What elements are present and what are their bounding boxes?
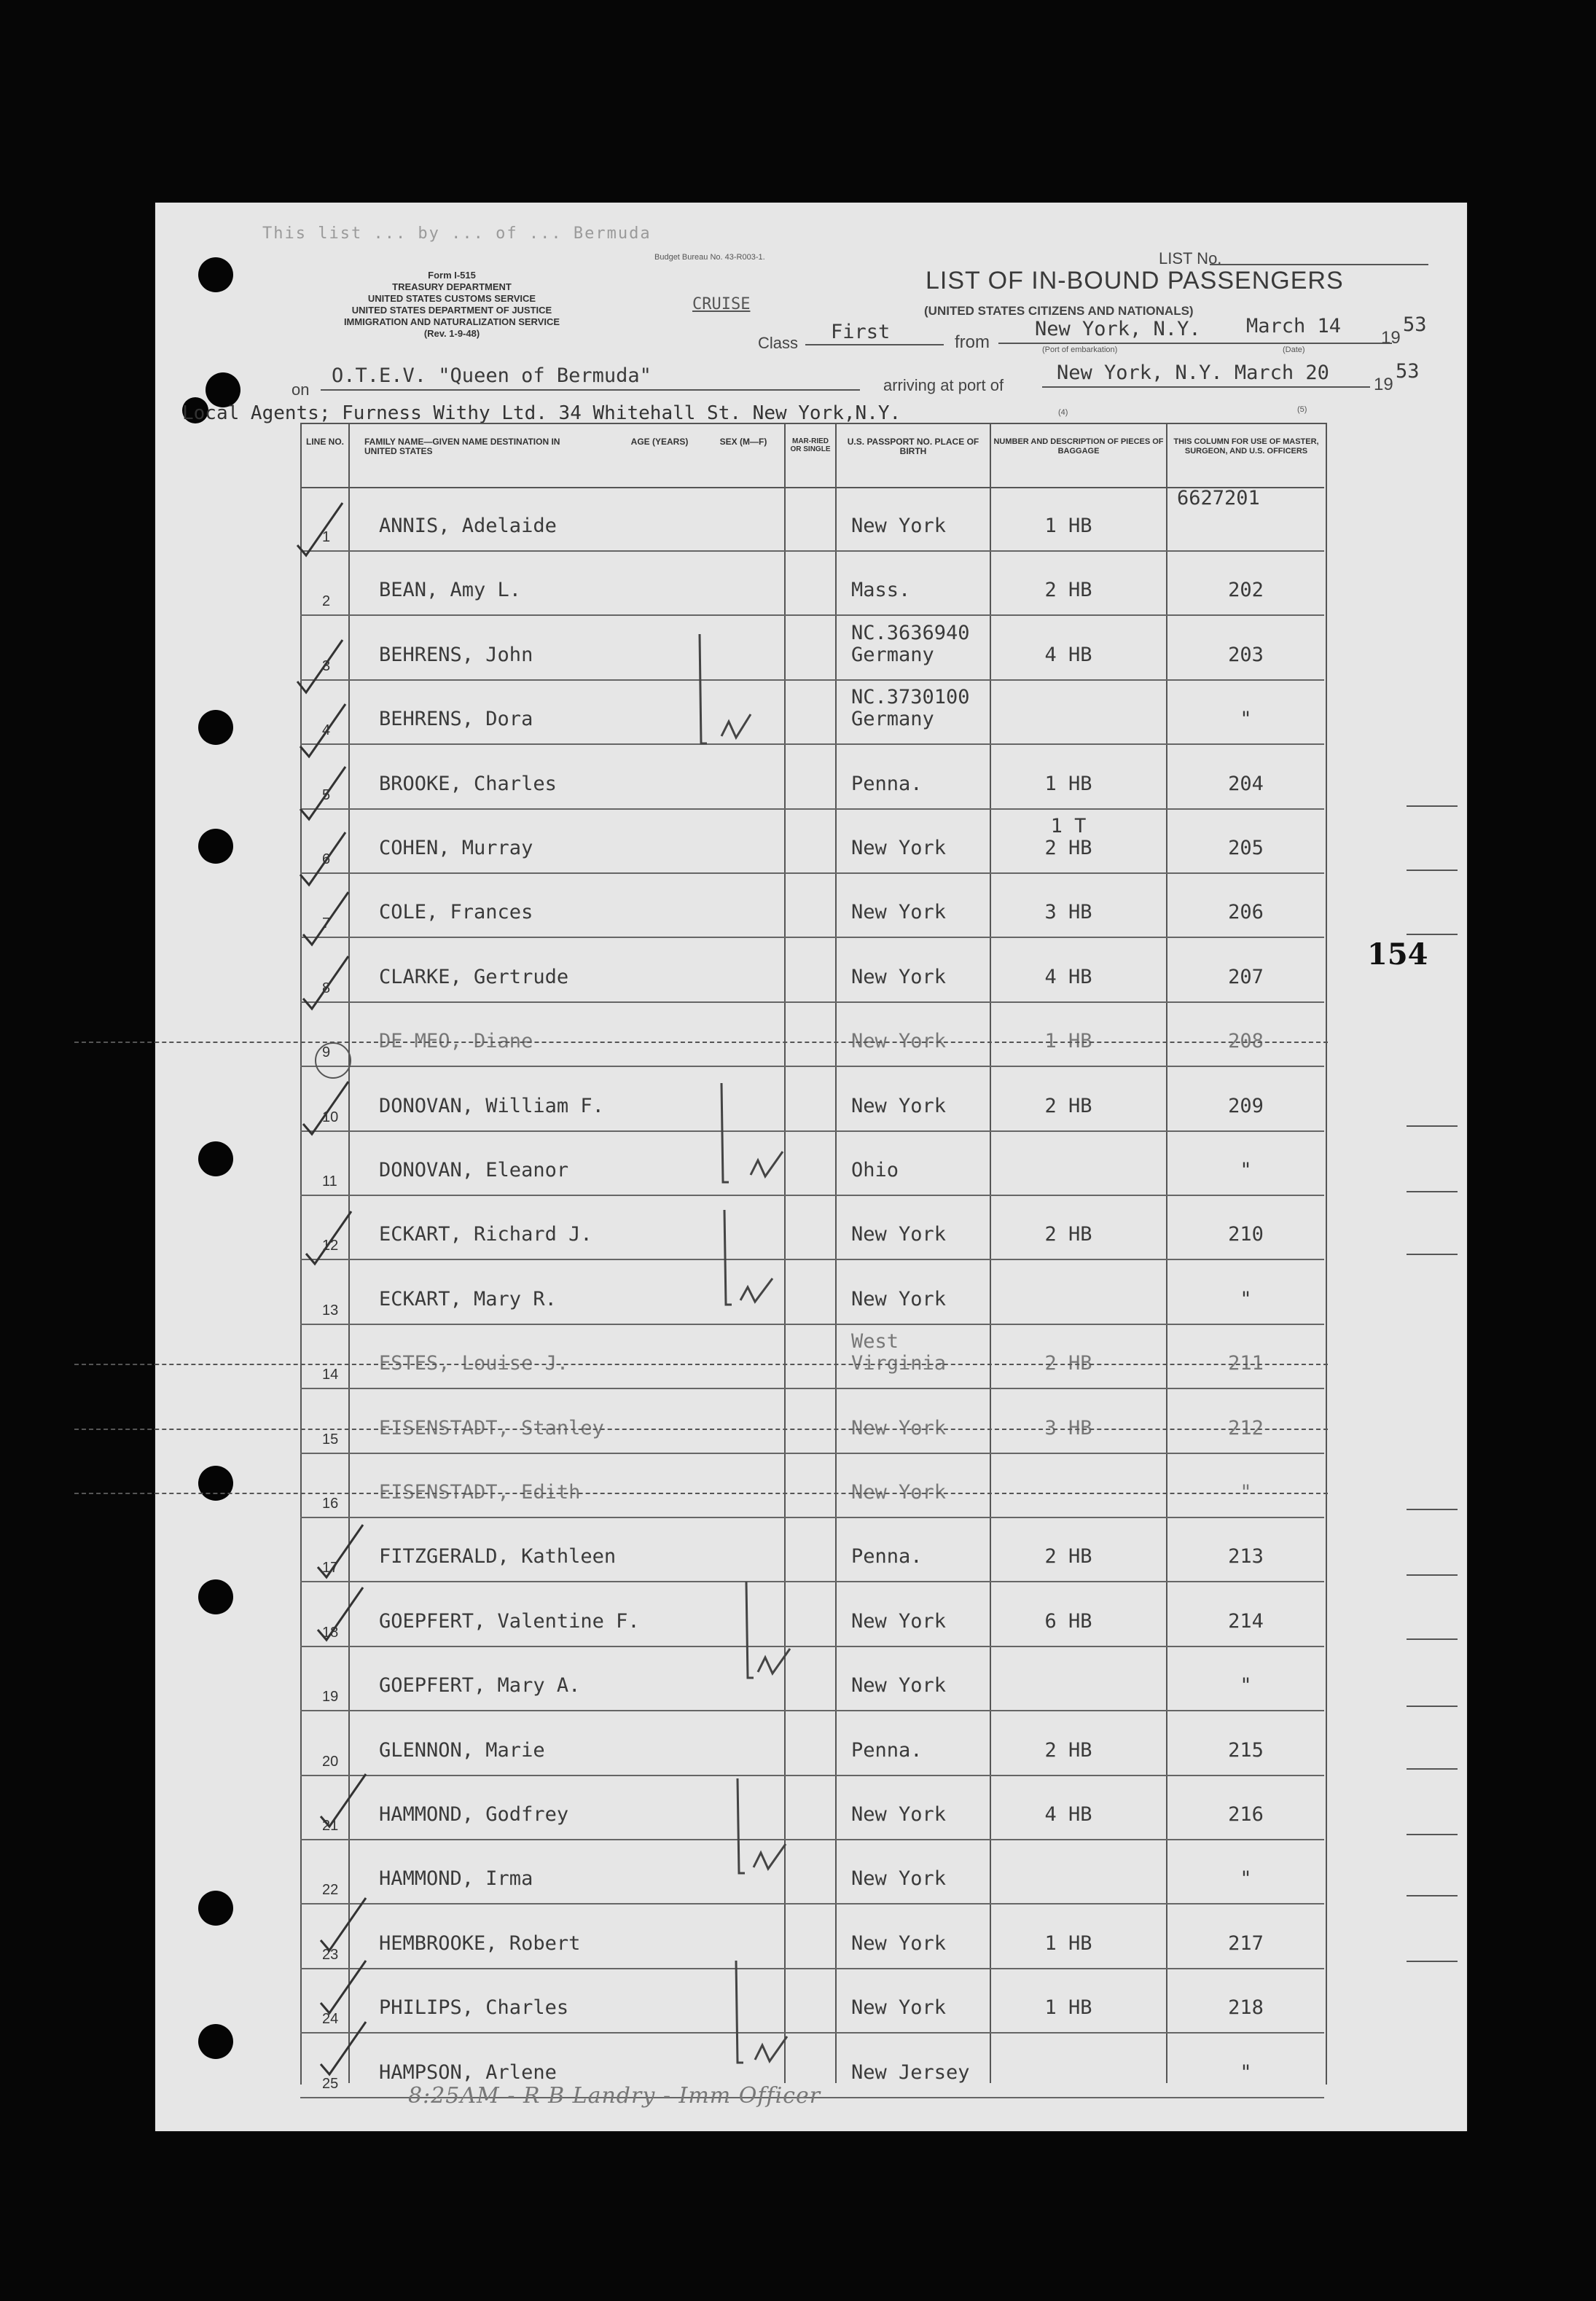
- baggage-count: 1 HB: [1044, 1996, 1092, 2020]
- cruise-stamp: CRUISE: [692, 295, 751, 313]
- table-row: [300, 1711, 1324, 1776]
- passenger-name: GOEPFERT, Valentine F.: [379, 1609, 640, 1633]
- form-id-line: (Rev. 1-9-48): [423, 328, 480, 339]
- officer-number: 212: [1228, 1416, 1264, 1439]
- passenger-name: ESTES, Louise J.: [379, 1352, 569, 1375]
- line-number: 16: [322, 1496, 339, 1512]
- passenger-name: HEMBROOKE, Robert: [379, 1931, 581, 1955]
- table-row: [300, 616, 1324, 681]
- baggage-count: 2 HB: [1044, 1738, 1092, 1762]
- page-subtitle: (UNITED STATES CITIZENS AND NATIONALS): [924, 304, 1194, 318]
- officer-number: 207: [1228, 965, 1264, 988]
- place-of-birth: New York: [851, 901, 947, 924]
- line-number: 10: [322, 1109, 339, 1125]
- place-of-birth: New York: [851, 1803, 947, 1826]
- arrive-year: 53: [1396, 360, 1420, 383]
- officer-note: 8:25AM - R B Landry - Imm Officer: [408, 2083, 821, 2109]
- passenger-name: ECKART, Richard J.: [379, 1223, 592, 1246]
- passenger-name: COHEN, Murray: [379, 837, 533, 859]
- margin-dash: [1407, 1961, 1458, 1962]
- baggage-count: 1 HB: [1044, 772, 1092, 795]
- form-id-line: TREASURY DEPARTMENT: [392, 281, 512, 292]
- place-of-birth: New York: [851, 1481, 947, 1504]
- officer-number: 215: [1228, 1738, 1264, 1762]
- from-label: from: [955, 332, 990, 352]
- table-row: [300, 1389, 1324, 1454]
- line-number: 25: [322, 2075, 339, 2092]
- officer-number: 209: [1228, 1094, 1264, 1117]
- line-number: 13: [322, 1302, 339, 1319]
- arrive-value: New York, N.Y. March 20: [1057, 362, 1329, 384]
- passenger-name: HAMMOND, Godfrey: [379, 1803, 569, 1826]
- place-of-birth: New York: [851, 1996, 947, 2020]
- baggage-count: 3 HB: [1044, 1416, 1092, 1439]
- line-9-circle: [315, 1042, 351, 1079]
- officer-number: ": [1240, 1287, 1252, 1310]
- place-of-birth: Ohio: [851, 1159, 899, 1181]
- passenger-name: ECKART, Mary R.: [379, 1287, 557, 1310]
- table-row: [300, 1453, 1324, 1518]
- officer-number: 206: [1228, 901, 1264, 924]
- baggage-count: 2 HB: [1044, 1545, 1092, 1568]
- form-id-line: UNITED STATES DEPARTMENT OF JUSTICE: [351, 305, 552, 316]
- budget-note: Budget Bureau No. 43-R003-1.: [654, 253, 765, 262]
- margin-dash: [1407, 1895, 1458, 1896]
- line-number: 18: [322, 1624, 339, 1641]
- place-of-birth: Penna.: [851, 1545, 923, 1568]
- line-number: 3: [322, 657, 331, 674]
- col-header-line: LINE NO.: [305, 437, 344, 447]
- baggage-count: 1 HB: [1044, 1931, 1092, 1955]
- officer-number: 211: [1228, 1352, 1264, 1375]
- local-agents: Local Agents; Furness Withy Ltd. 34 Whitehall St. New York,N.Y.: [182, 402, 901, 424]
- port-note: (Port of embarkation): [1042, 345, 1118, 354]
- officer-number: 218: [1228, 1996, 1264, 2020]
- form-identifiers: [288, 270, 616, 340]
- baggage-count: 2 HB: [1044, 1223, 1092, 1246]
- passenger-name: PHILIPS, Charles: [379, 1996, 569, 2020]
- baggage-count: 2 HB: [1044, 1352, 1092, 1375]
- baggage-count: 2 HB: [1044, 579, 1092, 602]
- margin-dash: [1407, 1254, 1458, 1255]
- page-number: 154: [1367, 937, 1428, 972]
- punch-hole: [198, 2024, 233, 2059]
- table-row: [300, 1195, 1324, 1260]
- officer-number: ": [1240, 1867, 1252, 1891]
- passenger-name: EISENSTADT, Edith: [379, 1481, 581, 1504]
- margin-dash: [1407, 1574, 1458, 1576]
- class-underline: [805, 344, 944, 345]
- table-row: [300, 1067, 1324, 1132]
- passenger-name: BEHRENS, John: [379, 643, 533, 666]
- baggage-count: 3 HB: [1044, 901, 1092, 924]
- place-of-birth: New York: [851, 1931, 947, 1955]
- arrive-underline: [1042, 386, 1370, 388]
- place-of-birth: New York: [851, 1094, 947, 1117]
- baggage-count: 1 T 2 HB: [1044, 815, 1092, 859]
- punch-hole: [198, 1579, 233, 1614]
- class-value: First: [831, 321, 891, 343]
- margin-dash: [1407, 934, 1458, 935]
- line-number: 24: [322, 2011, 339, 2028]
- margin-dash: [1407, 870, 1458, 871]
- passenger-name: ANNIS, Adelaide: [379, 515, 557, 537]
- passenger-name: DONOVAN, Eleanor: [379, 1159, 569, 1181]
- class-label: Class: [758, 334, 799, 352]
- date-note: (Date): [1283, 345, 1305, 354]
- table-row: [300, 1582, 1324, 1647]
- place-of-birth: Penna.: [851, 1738, 923, 1762]
- table-row: [300, 1840, 1324, 1905]
- place-of-birth: New York: [851, 1030, 947, 1053]
- place-of-birth: New York: [851, 1867, 947, 1891]
- place-of-birth: New York: [851, 1609, 947, 1633]
- margin-dash: [1407, 1125, 1458, 1127]
- officer-number: ": [1240, 2060, 1252, 2084]
- passenger-name: HAMMOND, Irma: [379, 1867, 533, 1891]
- table-row: [300, 873, 1324, 938]
- table-row: [300, 745, 1324, 810]
- line-number: 11: [322, 1173, 337, 1189]
- strike-through: [74, 1429, 1328, 1430]
- officer-number: 203: [1228, 643, 1264, 666]
- officer-number: ": [1240, 708, 1252, 731]
- line-number: 1: [322, 529, 331, 545]
- vessel-underline: [321, 389, 860, 391]
- baggage-count: 4 HB: [1044, 965, 1092, 988]
- note-5: (5): [1297, 405, 1307, 414]
- table-row: [300, 1517, 1324, 1582]
- col-header-married: MAR-RIED OR SINGLE: [790, 437, 831, 453]
- table-row: [300, 1905, 1324, 1969]
- place-of-birth: New York: [851, 965, 947, 988]
- place-of-birth: New York: [851, 1416, 947, 1439]
- place-of-birth: NC.3730100 Germany: [851, 686, 970, 731]
- margin-dash: [1407, 1509, 1458, 1510]
- margin-dash: [1407, 1834, 1458, 1835]
- margin-dash: [1407, 805, 1458, 807]
- from-value: New York, N.Y.: [1035, 318, 1201, 340]
- officer-number: 213: [1228, 1545, 1264, 1568]
- margin-dash: [1407, 1638, 1458, 1640]
- vessel-name: O.T.E.V. "Queen of Bermuda": [332, 364, 652, 387]
- depart-year-prefix: 19: [1381, 328, 1401, 348]
- place-of-birth: New Jersey: [851, 2060, 970, 2084]
- punch-hole: [198, 257, 233, 292]
- officer-number: ": [1240, 1481, 1252, 1504]
- punch-hole: [198, 710, 233, 745]
- table-row: [300, 1775, 1324, 1840]
- baggage-count: 1 HB: [1044, 1030, 1092, 1053]
- place-of-birth: Penna.: [851, 772, 923, 795]
- list-no-label: LIST No.: [1159, 249, 1222, 267]
- table-row: [300, 1131, 1324, 1196]
- line-number: 7: [322, 915, 331, 932]
- passenger-name: BROOKE, Charles: [379, 772, 557, 795]
- col-header-baggage: NUMBER AND DESCRIPTION OF PIECES OF BAGGAGE: [993, 437, 1164, 456]
- line-number: 17: [322, 1560, 339, 1577]
- place-of-birth: Mass.: [851, 579, 911, 602]
- from-underline: [998, 343, 1392, 344]
- table-row: [300, 1260, 1324, 1325]
- passenger-name: GLENNON, Marie: [379, 1738, 545, 1762]
- table-row: [300, 1324, 1324, 1389]
- punch-hole: [198, 1466, 233, 1501]
- punch-hole: [198, 829, 233, 864]
- page-title: LIST OF IN-BOUND PASSENGERS: [926, 267, 1344, 294]
- passenger-name: DONOVAN, William F.: [379, 1094, 604, 1117]
- depart-year: 53: [1403, 313, 1427, 336]
- officer-reference: 6627201: [1177, 487, 1260, 509]
- line-number: 19: [322, 1689, 339, 1706]
- line-number: 2: [322, 593, 331, 610]
- arrive-year-prefix: 19: [1374, 375, 1393, 394]
- officer-number: 210: [1228, 1223, 1264, 1246]
- margin-dash: [1407, 1706, 1458, 1707]
- col-header-sex: SEX (M—F): [719, 437, 767, 447]
- place-of-birth: New York: [851, 1223, 947, 1246]
- line-number: 23: [322, 1946, 339, 1963]
- col-header-officers: THIS COLUMN FOR USE OF MASTER, SURGEON, AND U.S. OFFICERS: [1173, 437, 1319, 456]
- passenger-name: FITZGERALD, Kathleen: [379, 1545, 617, 1568]
- officer-number: 216: [1228, 1803, 1264, 1826]
- passenger-name: BEAN, Amy L.: [379, 579, 522, 602]
- officer-number: 202: [1228, 579, 1264, 602]
- form-id-line: IMMIGRATION AND NATURALIZATION SERVICE: [343, 316, 560, 327]
- col-header-passport: U.S. PASSPORT NO. PLACE OF BIRTH: [847, 437, 979, 456]
- margin-dash: [1407, 1768, 1458, 1770]
- on-label: on: [292, 380, 310, 399]
- table-row: [300, 551, 1324, 616]
- baggage-count: 4 HB: [1044, 643, 1092, 666]
- passenger-name: BEHRENS, Dora: [379, 708, 533, 731]
- line-number: 14: [322, 1367, 339, 1383]
- officer-number: 205: [1228, 837, 1264, 859]
- baggage-count: 4 HB: [1044, 1803, 1092, 1826]
- place-of-birth: New York: [851, 515, 947, 537]
- strike-through: [74, 1493, 1328, 1494]
- baggage-count: 1 HB: [1044, 515, 1092, 537]
- table-row: [300, 1646, 1324, 1711]
- officer-number: ": [1240, 1159, 1252, 1181]
- passenger-name: COLE, Frances: [379, 901, 533, 924]
- place-of-birth: West Virginia: [851, 1330, 947, 1375]
- table-row: [300, 1002, 1324, 1067]
- table-row: [300, 938, 1324, 1003]
- ghost-header: This list ... by ... of ... Bermuda: [262, 224, 652, 243]
- line-number: 8: [322, 980, 331, 996]
- passenger-name: CLARKE, Gertrude: [379, 965, 569, 988]
- line-number: 22: [322, 1882, 339, 1899]
- form-id-line: Form I-515: [428, 270, 476, 281]
- passenger-name: HAMPSON, Arlene: [379, 2060, 557, 2084]
- form-id-line: UNITED STATES CUSTOMS SERVICE: [367, 293, 536, 304]
- strike-through: [74, 1042, 1328, 1043]
- passenger-name: GOEPFERT, Mary A.: [379, 1674, 581, 1698]
- line-number: 5: [322, 786, 331, 803]
- line-number: 9: [322, 1044, 331, 1061]
- depart-date: March 14: [1246, 315, 1342, 337]
- table-row: [300, 1969, 1324, 2034]
- place-of-birth: New York: [851, 837, 947, 859]
- line-number: 20: [322, 1753, 339, 1770]
- officer-number: 217: [1228, 1931, 1264, 1955]
- table-row: [300, 487, 1324, 552]
- place-of-birth: New York: [851, 1674, 947, 1698]
- line-number: 12: [322, 1238, 339, 1254]
- place-of-birth: New York: [851, 1287, 947, 1310]
- passenger-name: EISENSTADT, Stanley: [379, 1416, 604, 1439]
- place-of-birth: NC.3636940 Germany: [851, 621, 970, 666]
- col-header-age: AGE (YEARS): [630, 437, 689, 447]
- arriving-label: arriving at port of: [883, 376, 1004, 394]
- officer-number: 208: [1228, 1030, 1264, 1053]
- line-number: 15: [322, 1431, 339, 1448]
- table-row: [300, 680, 1324, 745]
- baggage-count: 6 HB: [1044, 1609, 1092, 1633]
- note-4: (4): [1058, 408, 1068, 417]
- table-row: [300, 809, 1324, 874]
- passenger-name: DE MEO, Diane: [379, 1030, 533, 1053]
- line-number: 4: [322, 722, 331, 739]
- strike-through: [74, 1364, 1328, 1365]
- line-number: 6: [322, 851, 331, 867]
- baggage-count: 2 HB: [1044, 1094, 1092, 1117]
- officer-number: 214: [1228, 1609, 1264, 1633]
- list-no-line: [1210, 264, 1428, 265]
- punch-hole: [198, 1891, 233, 1926]
- col-header-name: FAMILY NAME—GIVEN NAME DESTINATION IN UNITED STATES: [364, 437, 560, 456]
- punch-hole: [198, 1141, 233, 1176]
- officer-number: 204: [1228, 772, 1264, 795]
- line-number: 21: [322, 1818, 339, 1834]
- officer-number: ": [1240, 1674, 1252, 1698]
- margin-dash: [1407, 1191, 1458, 1192]
